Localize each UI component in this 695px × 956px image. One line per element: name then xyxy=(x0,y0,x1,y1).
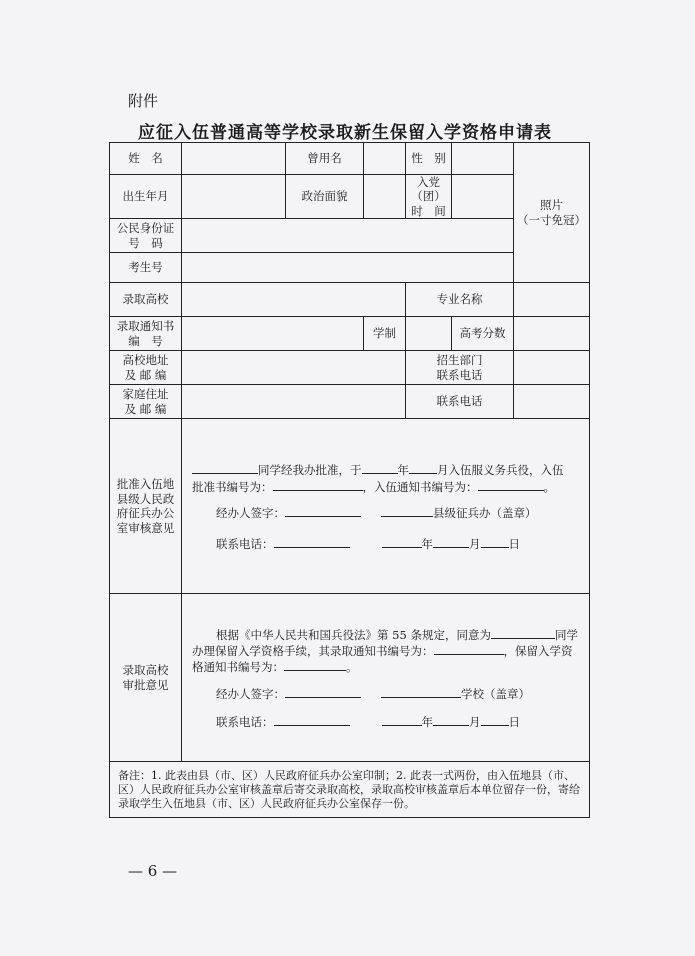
birth-label: 出生年月 xyxy=(110,175,182,219)
name-field[interactable] xyxy=(182,143,286,175)
county-review-statement[interactable] xyxy=(182,419,590,594)
college-address-label-1: 高校地址 xyxy=(122,353,169,368)
notice-no-label-2: 编 号 xyxy=(128,333,163,348)
page-number: — 6 — xyxy=(128,862,178,880)
college-field[interactable] xyxy=(182,283,406,317)
county-phone-blank[interactable] xyxy=(274,535,350,548)
notice-no-field[interactable] xyxy=(182,317,364,351)
application-form xyxy=(109,142,590,818)
admission-dept-phone-field[interactable] xyxy=(514,351,590,385)
form-title: 应征入伍普通高等学校录取新生保留入学资格申请表 xyxy=(138,123,552,143)
home-address-label-2: 及 邮 编 xyxy=(124,401,167,416)
college-student-name-blank[interactable] xyxy=(491,626,555,639)
gender-field[interactable] xyxy=(452,143,514,175)
photo-cell[interactable] xyxy=(514,143,590,283)
duration-label: 学制 xyxy=(364,317,406,351)
college-office-blank[interactable] xyxy=(381,685,461,698)
college-review-label-1: 录取高校 xyxy=(122,663,169,678)
college-date-year-blank[interactable] xyxy=(382,713,422,726)
college-signer-label: 经办人签字： xyxy=(216,686,285,701)
county-signer-label: 经办人签字： xyxy=(216,506,285,521)
birth-field[interactable] xyxy=(182,175,286,219)
reserve-notice-no-blank[interactable] xyxy=(284,658,346,671)
county-text-3: 批准书编号为： xyxy=(192,479,273,494)
party-join-label-1: 入党（团） xyxy=(411,175,446,204)
admission-dept-label-2: 联系电话 xyxy=(436,367,483,382)
county-office-label: 县级征兵办（盖章） xyxy=(433,506,537,521)
county-review-label-3: 府征兵办公 xyxy=(116,506,175,521)
party-join-field[interactable] xyxy=(452,175,514,219)
photo-label: 照片 xyxy=(540,198,563,213)
college-text-end: 。 xyxy=(346,660,358,675)
home-address-field[interactable] xyxy=(182,385,406,419)
photo-size-label: （一寸免冠） xyxy=(517,212,586,227)
home-address-label xyxy=(110,385,182,419)
score-field[interactable] xyxy=(514,317,590,351)
county-review-label-4: 室审核意见 xyxy=(116,520,175,535)
politics-field[interactable] xyxy=(364,175,406,219)
college-address-field[interactable] xyxy=(182,351,406,385)
county-text-year: 年 xyxy=(397,463,409,478)
college-notice-no-blank[interactable] xyxy=(434,642,504,655)
home-phone-field[interactable] xyxy=(514,385,590,419)
id-label xyxy=(110,219,182,253)
college-text-2: 同学 xyxy=(554,627,578,642)
county-signer-blank[interactable] xyxy=(285,504,361,517)
college-phone-blank[interactable] xyxy=(274,713,350,726)
college-signer-blank[interactable] xyxy=(285,685,361,698)
attachment-label: 附件 xyxy=(128,92,159,110)
major-label: 专业名称 xyxy=(406,283,514,317)
exam-no-field[interactable] xyxy=(182,253,514,283)
county-date-month-blank[interactable] xyxy=(433,535,469,548)
county-review-label-1: 批准入伍地 xyxy=(116,477,175,492)
notice-no-label-1: 录取通知书 xyxy=(116,319,175,334)
county-day-label: 日 xyxy=(508,536,520,551)
county-text-1: 同学经我办批准，于 xyxy=(258,463,362,478)
approval-no-blank[interactable] xyxy=(273,478,363,491)
county-year-label: 年 xyxy=(421,536,433,551)
county-month-label: 月 xyxy=(469,536,481,551)
county-review-label xyxy=(110,419,182,594)
score-label: 高考分数 xyxy=(452,317,514,351)
exam-no-label: 考生号 xyxy=(110,253,182,283)
college-phone-label: 联系电话： xyxy=(216,715,274,730)
party-join-label xyxy=(406,175,452,219)
college-year-label: 年 xyxy=(421,715,433,730)
duration-field[interactable] xyxy=(406,317,452,351)
former-name-field[interactable] xyxy=(364,143,406,175)
enlist-notice-no-blank[interactable] xyxy=(478,478,544,491)
college-day-label: 日 xyxy=(508,715,520,730)
home-phone-label: 联系电话 xyxy=(406,385,514,419)
college-label: 录取高校 xyxy=(110,283,182,317)
admission-dept-label-1: 招生部门 xyxy=(436,353,483,368)
enlist-year-blank[interactable] xyxy=(362,461,398,474)
county-phone-label: 联系电话： xyxy=(216,536,274,551)
gender-label: 性 别 xyxy=(406,143,452,175)
home-address-label-1: 家庭住址 xyxy=(122,387,169,402)
party-join-label-2: 时 间 xyxy=(411,203,446,218)
college-review-label xyxy=(110,594,182,762)
college-address-label-2: 及 邮 编 xyxy=(124,367,167,382)
major-field[interactable] xyxy=(514,283,590,317)
college-date-day-blank[interactable] xyxy=(481,713,509,726)
enlist-month-blank[interactable] xyxy=(409,461,437,474)
county-review-label-2: 县级人民政 xyxy=(116,491,175,506)
county-office-blank[interactable] xyxy=(381,504,433,517)
college-text-4: ，保留入学资 xyxy=(503,644,573,659)
college-review-label-2: 审批意见 xyxy=(122,677,169,692)
county-date-day-blank[interactable] xyxy=(481,535,509,548)
county-text-end: 。 xyxy=(543,479,555,494)
college-text-5: 格通知书编号为： xyxy=(192,660,284,675)
id-field[interactable] xyxy=(182,219,514,253)
former-name-label: 曾用名 xyxy=(286,143,364,175)
college-month-label: 月 xyxy=(469,715,481,730)
id-label-1: 公民身份证 xyxy=(116,221,175,236)
college-text-3: 办理保留入学资格手续，其录取通知书编号为： xyxy=(192,644,434,659)
admission-dept-label xyxy=(406,351,514,385)
notice-no-label xyxy=(110,317,182,351)
county-date-year-blank[interactable] xyxy=(382,535,422,548)
name-label: 姓 名 xyxy=(110,143,182,175)
remark-note: 备注：1. 此表由县（市、区）人民政府征兵办公室印制；2. 此表一式两份，由入伍地县（市、区）人民政府征兵办公室审核盖章后寄交录取高校，录取高校审核盖章后本单位留存一份，寄给录取学生入伍地县（市、区）人民政府征兵办公室保存一份。 xyxy=(110,762,590,818)
college-office-label: 学校（盖章） xyxy=(461,686,530,701)
college-date-month-blank[interactable] xyxy=(433,713,469,726)
county-text-4: ，入伍通知书编号为： xyxy=(362,479,478,494)
politics-label: 政治面貌 xyxy=(286,175,364,219)
college-review-statement[interactable] xyxy=(182,594,590,762)
college-text-1: 根据《中华人民共和国兵役法》第 55 条规定，同意为 xyxy=(216,627,491,642)
student-name-blank[interactable] xyxy=(192,461,258,474)
id-label-2: 号 码 xyxy=(128,235,163,250)
college-address-label xyxy=(110,351,182,385)
county-text-2: 月入伍服义务兵役，入伍 xyxy=(437,463,564,478)
